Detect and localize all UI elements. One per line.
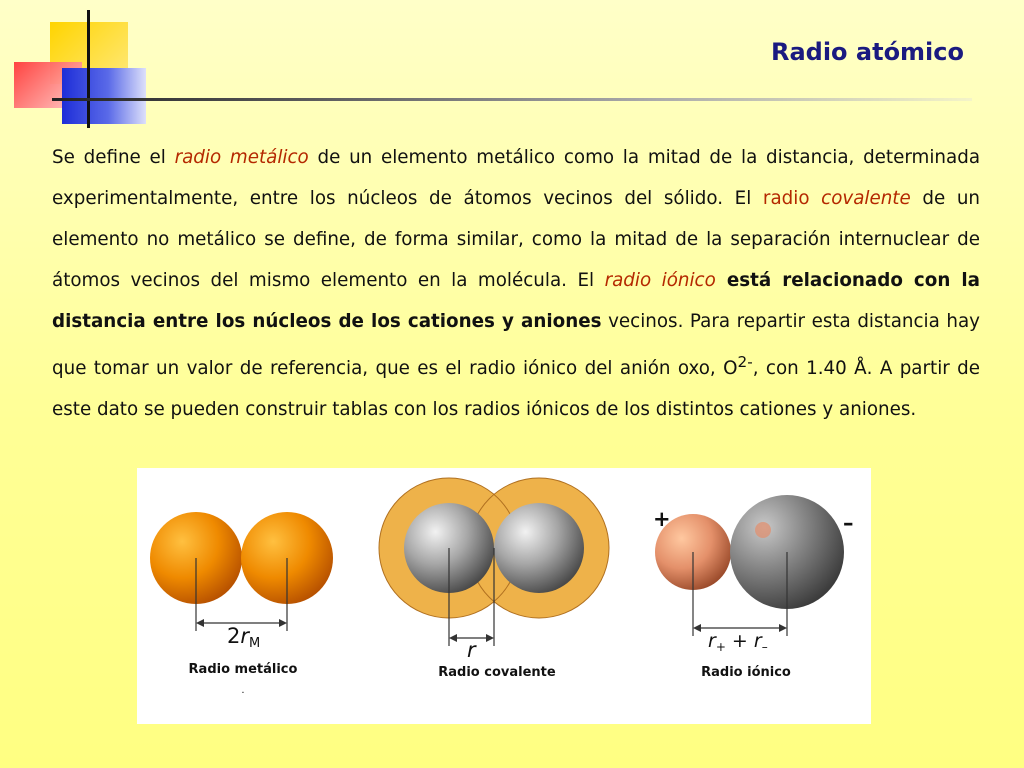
decor-vertical-line — [87, 10, 90, 128]
covalent-caption: Radio covalente — [438, 665, 556, 680]
arrowhead-icon — [196, 619, 204, 627]
superscript-charge: 2- — [737, 353, 753, 371]
covalent-panel — [379, 478, 609, 680]
cation-charge: + — [653, 507, 671, 531]
para-text: , con 1.40 Å. A partir de este dato se pueden construir tablas con los radios iónicos de los distintos cationes y aniones. — [52, 358, 981, 421]
radius-figure — [137, 468, 871, 724]
para-text: vecinos. Para repartir esta distancia hay que tomar un valor de referencia, que es el radio iónico del anión oxo, O — [52, 311, 980, 380]
metal-caption: Radio metálico — [188, 662, 298, 677]
arrowhead-icon — [449, 634, 457, 642]
decorative-dot: . — [241, 685, 245, 696]
para-text: de un elemento no metálico se define, de forma similar, como la mitad de la separación internuclear de átomos vecinos del mismo elemento en la molécula. El — [52, 188, 981, 291]
term-covalent-radius: covalente — [821, 188, 911, 209]
ionic-panel — [653, 495, 854, 680]
ionic-dimension-label: $r_+ + r_-$ — [708, 630, 768, 654]
ionic-caption: Radio iónico — [701, 665, 791, 680]
term-ionic-radius: radio iónico — [604, 270, 716, 291]
slide-title: Radio atómico — [770, 38, 964, 66]
arrowhead-icon — [279, 619, 287, 627]
decor-blue-square — [62, 68, 146, 124]
para-text: Se define el — [52, 147, 175, 168]
term-metallic-radius: radio metálico — [174, 147, 309, 168]
metallic-panel — [150, 512, 333, 696]
arrowhead-icon — [693, 624, 701, 632]
covalent-dimension-label: r — [467, 638, 476, 662]
arrowhead-icon — [486, 634, 494, 642]
metal-dimension-label: 2rM — [227, 624, 261, 651]
arrowhead-icon — [779, 624, 787, 632]
term-covalent-radius-prefix: radio — [762, 188, 822, 209]
para-text: de un elemento metálico como la mitad de la distancia, determinada experimentalmente, entre los núcleos de átomos vecinos del sólido. El — [52, 147, 981, 209]
radius-illustration — [137, 468, 871, 724]
para-bold-text: está relacionado con la distancia entre los núcleos de los cationes y aniones — [52, 270, 980, 332]
decor-horizontal-rule — [52, 98, 972, 101]
body-paragraph — [52, 137, 980, 430]
anion-charge: – — [843, 511, 854, 535]
covalent-atom-right — [494, 503, 584, 593]
anion-highlight — [755, 522, 771, 538]
